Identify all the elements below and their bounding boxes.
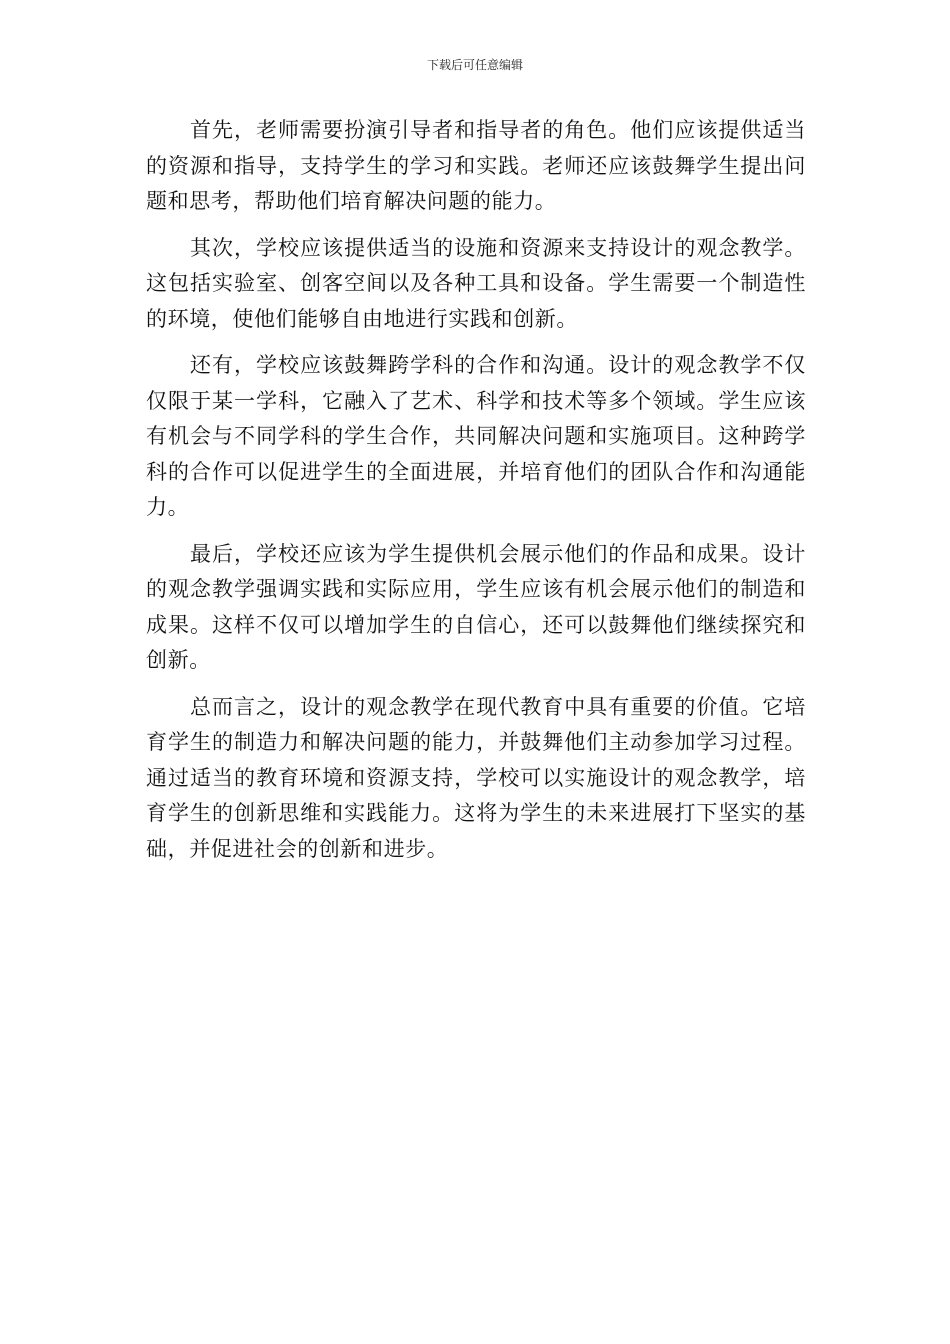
paragraph-conclusion: 总而言之，设计的观念教学在现代教育中具有重要的价值。它培育学生的制造力和解决问题的能力，并鼓舞他们主动参加学习过程。通过适当的教育环境和资源支持，学校可以实施设计的观念教学，培育学生的创新思维和实践能力。这将为学生的未来进展打下坚实的基础，并促进社会的创新和进步。 [146, 694, 806, 861]
paragraph-showcase: 最后，学校还应该为学生提供机会展示他们的作品和成果。设计的观念教学强调实践和实际应用，学生应该有机会展示他们的制造和成果。这样不仅可以增加学生的自信心，还可以鼓舞他们继续探究和创新。 [146, 541, 806, 672]
page-header: 下载后可任意编辑 [426, 58, 523, 72]
paragraph-teacher-role: 首先，老师需要扮演引导者和指导者的角色。他们应该提供适当的资源和指导，支持学生的学习和实践。老师还应该鼓舞学生提出问题和思考，帮助他们培育解决问题的能力。 [146, 118, 806, 213]
document-body [146, 113, 806, 878]
paragraph-facilities: 其次，学校应该提供适当的设施和资源来支持设计的观念教学。这包括实验室、创客空间以及各种工具和设备。学生需要一个制造性的环境，使他们能够自由地进行实践和创新。 [146, 235, 806, 331]
paragraph-interdisciplinary: 还有，学校应该鼓舞跨学科的合作和沟通。设计的观念教学不仅仅限于某一学科，它融入了艺术、科学和技术等多个领域。学生应该有机会与不同学科的学生合作，共同解决问题和实施项目。这种跨学科的合作可以促进学生的全面进展，并培育他们的团队合作和沟通能力。 [146, 353, 806, 519]
